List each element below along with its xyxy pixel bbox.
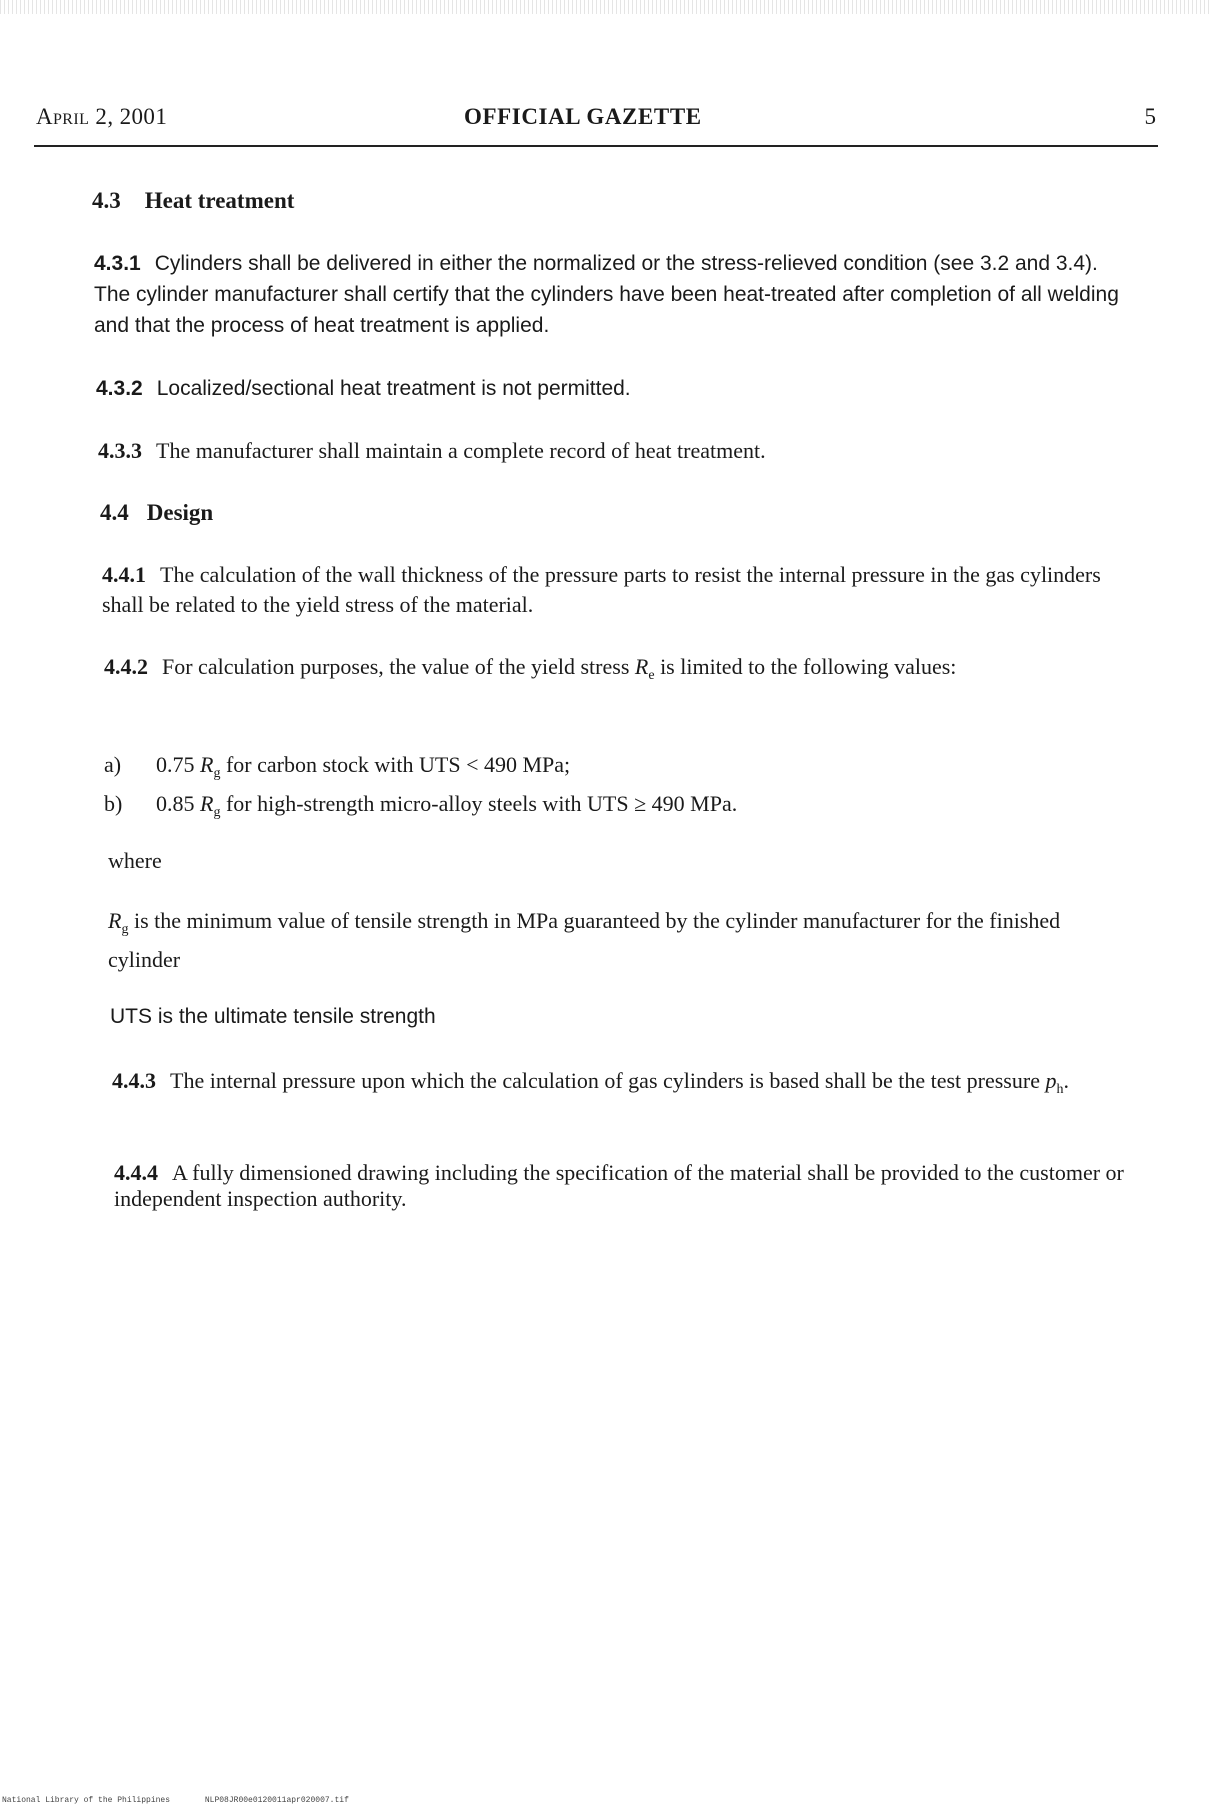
section-4-3-2: 4.3.2 Localized/sectional heat treatment is not permitted. [96, 377, 631, 400]
section-4-4-heading: 4.4 Design [100, 500, 214, 525]
header-date: April 2, 2001 [36, 104, 168, 129]
scan-footer [2, 1796, 379, 1805]
page-number: 5 [1144, 104, 1156, 129]
section-4-4-3: 4.4.3 The internal pressure upon which the calculation of gas cylinders is based shall be the test pressure $p_h$. [112, 1068, 1069, 1097]
section-4-3-3: 4.3.3 The manufacturer shall maintain a complete record of heat treatment. [98, 438, 766, 463]
section-4-3-1: 4.3.1 Cylinders shall be delivered in either the normalized or the stress-relieved condition (see 3.2 and 3.4). The cylinder manufacturer shall certify that the cylinders have been heat-treated after completion of all welding and that the process of heat treatment is applied. [94, 252, 1119, 337]
footer-source: National Library of the Philippines [2, 1796, 171, 1805]
definition-rg: $R_g$ is the minimum value of tensile strength in MPa guaranteed by the cylinder manufacturer for the finished cylinder [108, 908, 1061, 972]
definition-uts: UTS is the ultimate tensile strength [110, 1005, 436, 1028]
footer-file: NLP08JR00e0120011apr020007.tif [204, 1796, 349, 1805]
yield-stress-list [104, 750, 1144, 828]
section-4-4-2: 4.4.2 For calculation purposes, the value of the yield stress $R_e$ is limited to the following values: [104, 654, 957, 683]
where-label: where [108, 848, 162, 873]
page-header [36, 104, 1156, 136]
header-rule [34, 145, 1158, 147]
scan-noise [0, 0, 1212, 14]
section-4-4-1: 4.4.1 The calculation of the wall thickness of the pressure parts to resist the internal pressure in the gas cylinders shall be related to the yield stress of the material. [102, 562, 1101, 617]
section-4-4-4: 4.4.4 A fully dimensioned drawing including the specification of the material shall be provided to the customer or independent inspection authority. [114, 1160, 1124, 1211]
list-item: b) 0.85 $R_g$ for high-strength micro-alloy steels with UTS ≥ 490 MPa. [104, 791, 738, 820]
list-item: a) 0.75 $R_g$ for carbon stock with UTS < 490 MPa; [104, 752, 571, 781]
section-4-3-heading: 4.3 Heat treatment [92, 188, 295, 213]
header-title: OFFICIAL GAZETTE [464, 104, 702, 129]
